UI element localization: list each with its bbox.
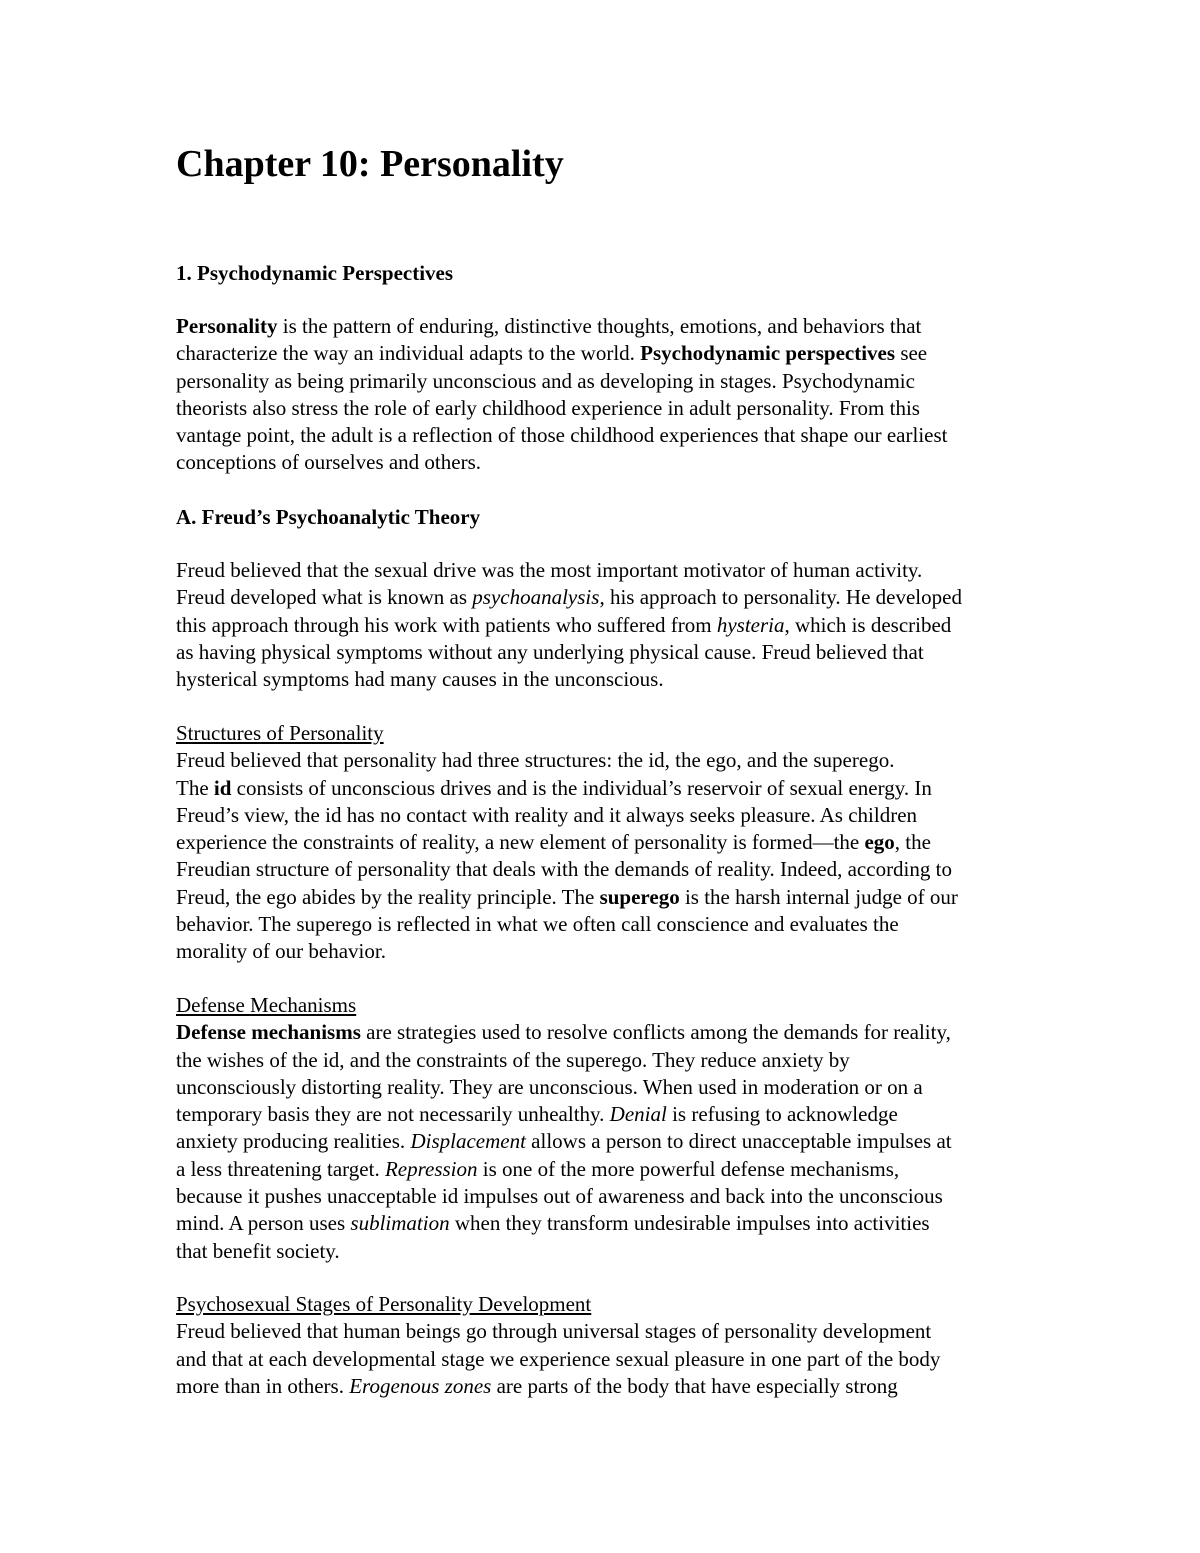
term-psychodynamic-perspectives: Psychodynamic perspectives (640, 341, 896, 366)
text-span: are strategies used to resolve conflicts among the demands for reality, (360, 1020, 951, 1045)
term-personality: Personality (176, 314, 278, 338)
text-line: behavior. The superego is reflected in what we often call conscience and evaluates the (176, 912, 899, 937)
term-erogenous-zones: Erogenous zones (349, 1373, 492, 1398)
text-span: is refusing to acknowledge (666, 1102, 898, 1127)
chapter-title: Chapter 10: Personality (176, 143, 564, 185)
text-span: temporary basis they are not necessarily unhealthy. (176, 1102, 610, 1127)
term-ego: ego (864, 830, 895, 855)
text-span: is the harsh internal judge of our (679, 884, 958, 909)
text-span: this approach through his work with patients who suffered from (176, 612, 717, 637)
text-line (176, 884, 1076, 911)
paragraph-defense-mechanisms (176, 992, 1076, 1265)
section-heading-psychodynamic: 1. Psychodynamic Perspectives (176, 261, 454, 285)
text-span: allows a person to direct unacceptable impulses at (525, 1129, 952, 1154)
text-line: personality as being primarily unconscious and as developing in stages. Psychodynamic (176, 368, 915, 393)
text-span: is the pattern of enduring, distinctive thoughts, emotions, and behaviors that (277, 314, 922, 338)
text-span: when they transform undesirable impulses into activities (449, 1211, 930, 1236)
text-line (176, 584, 1076, 611)
subheading-structures: Structures of Personality (176, 721, 384, 745)
text-span: Freud developed what is known as (176, 585, 473, 610)
section-heading-freud: A. Freud’s Psychoanalytic Theory (176, 505, 481, 529)
paragraph-structures (176, 720, 1076, 966)
text-line: Freudian structure of personality that deals with the demands of reality. Indeed, according to (176, 857, 952, 882)
text-line: Freud believed that personality had three structures: the id, the ego, and the superego. (176, 748, 895, 773)
text-span: mind. A person uses (176, 1211, 351, 1236)
text-line: unconsciously distorting reality. They are unconscious. When used in moderation or on a (176, 1074, 923, 1099)
text-line: and that at each developmental stage we experience sexual pleasure in one part of the body (176, 1346, 941, 1371)
text-line (176, 1101, 1076, 1128)
text-line (176, 340, 1076, 367)
text-line: Freud’s view, the id has no contact with reality and it always seeks pleasure. As children (176, 802, 918, 827)
text-line (176, 1019, 1076, 1046)
text-line (176, 313, 1076, 340)
paragraph-personality-definition (176, 313, 1076, 477)
text-span: are parts of the body that have especially strong (491, 1373, 898, 1398)
term-denial: Denial (609, 1102, 667, 1127)
subheading-defense: Defense Mechanisms (176, 993, 357, 1017)
text-span: anxiety producing realities. (176, 1129, 411, 1154)
text-line: morality of our behavior. (176, 939, 386, 964)
document-page (176, 140, 1076, 1398)
text-span: is one of the more powerful defense mechanisms, (477, 1156, 900, 1181)
term-displacement: Displacement (410, 1129, 526, 1154)
text-line: hysterical symptoms had many causes in the unconscious. (176, 667, 664, 692)
subheading-psychosexual: Psychosexual Stages of Personality Development (176, 1292, 592, 1316)
text-line (176, 829, 1076, 856)
text-span: , the (894, 830, 931, 855)
text-line (176, 1156, 1076, 1183)
term-id: id (213, 775, 232, 800)
term-hysteria: hysteria (716, 612, 785, 637)
text-span: a less threatening target. (176, 1156, 385, 1181)
term-sublimation: sublimation (350, 1211, 450, 1236)
text-line (176, 1373, 1076, 1400)
text-span: The (176, 775, 214, 800)
text-span: characterize the way an individual adapts to the world. (176, 341, 641, 366)
text-line: because it pushes unacceptable id impulses out of awareness and back into the unconscious (176, 1184, 943, 1209)
text-line: the wishes of the id, and the constraints of the superego. They reduce anxiety by (176, 1047, 850, 1072)
text-span: more than in others. (176, 1373, 350, 1398)
paragraph-psychosexual (176, 1291, 1076, 1400)
text-span: , which is described (784, 612, 952, 637)
text-span: experience the constraints of reality, a new element of personality is formed—the (176, 830, 865, 855)
text-line: conceptions of ourselves and others. (176, 450, 482, 475)
term-repression: Repression (384, 1156, 478, 1181)
term-psychoanalysis: psychoanalysis (472, 585, 600, 610)
text-line: that benefit society. (176, 1238, 340, 1263)
text-span: , his approach to personality. He developed (599, 585, 962, 610)
text-line: Freud believed that the sexual drive was the most important motivator of human activity. (176, 558, 923, 582)
text-line: vantage point, the adult is a reflection of those childhood experiences that shape our earliest (176, 423, 948, 448)
text-line: Freud believed that human beings go through universal stages of personality development (176, 1319, 932, 1344)
text-line (176, 612, 1076, 639)
term-defense-mechanisms: Defense mechanisms (176, 1020, 361, 1045)
text-span: Freud, the ego abides by the reality principle. The (176, 884, 600, 909)
text-line: theorists also stress the role of early childhood experience in adult personality. From this (176, 395, 920, 420)
text-line: as having physical symptoms without any underlying physical cause. Freud believed that (176, 639, 924, 664)
text-line (176, 1128, 1076, 1155)
paragraph-freud-theory (176, 557, 1076, 693)
text-span: consists of unconscious drives and is the individual’s reservoir of sexual energy. In (231, 775, 932, 800)
text-span: see (895, 341, 928, 366)
text-line (176, 1210, 1076, 1237)
text-line (176, 775, 1076, 802)
term-superego: superego (599, 884, 680, 909)
